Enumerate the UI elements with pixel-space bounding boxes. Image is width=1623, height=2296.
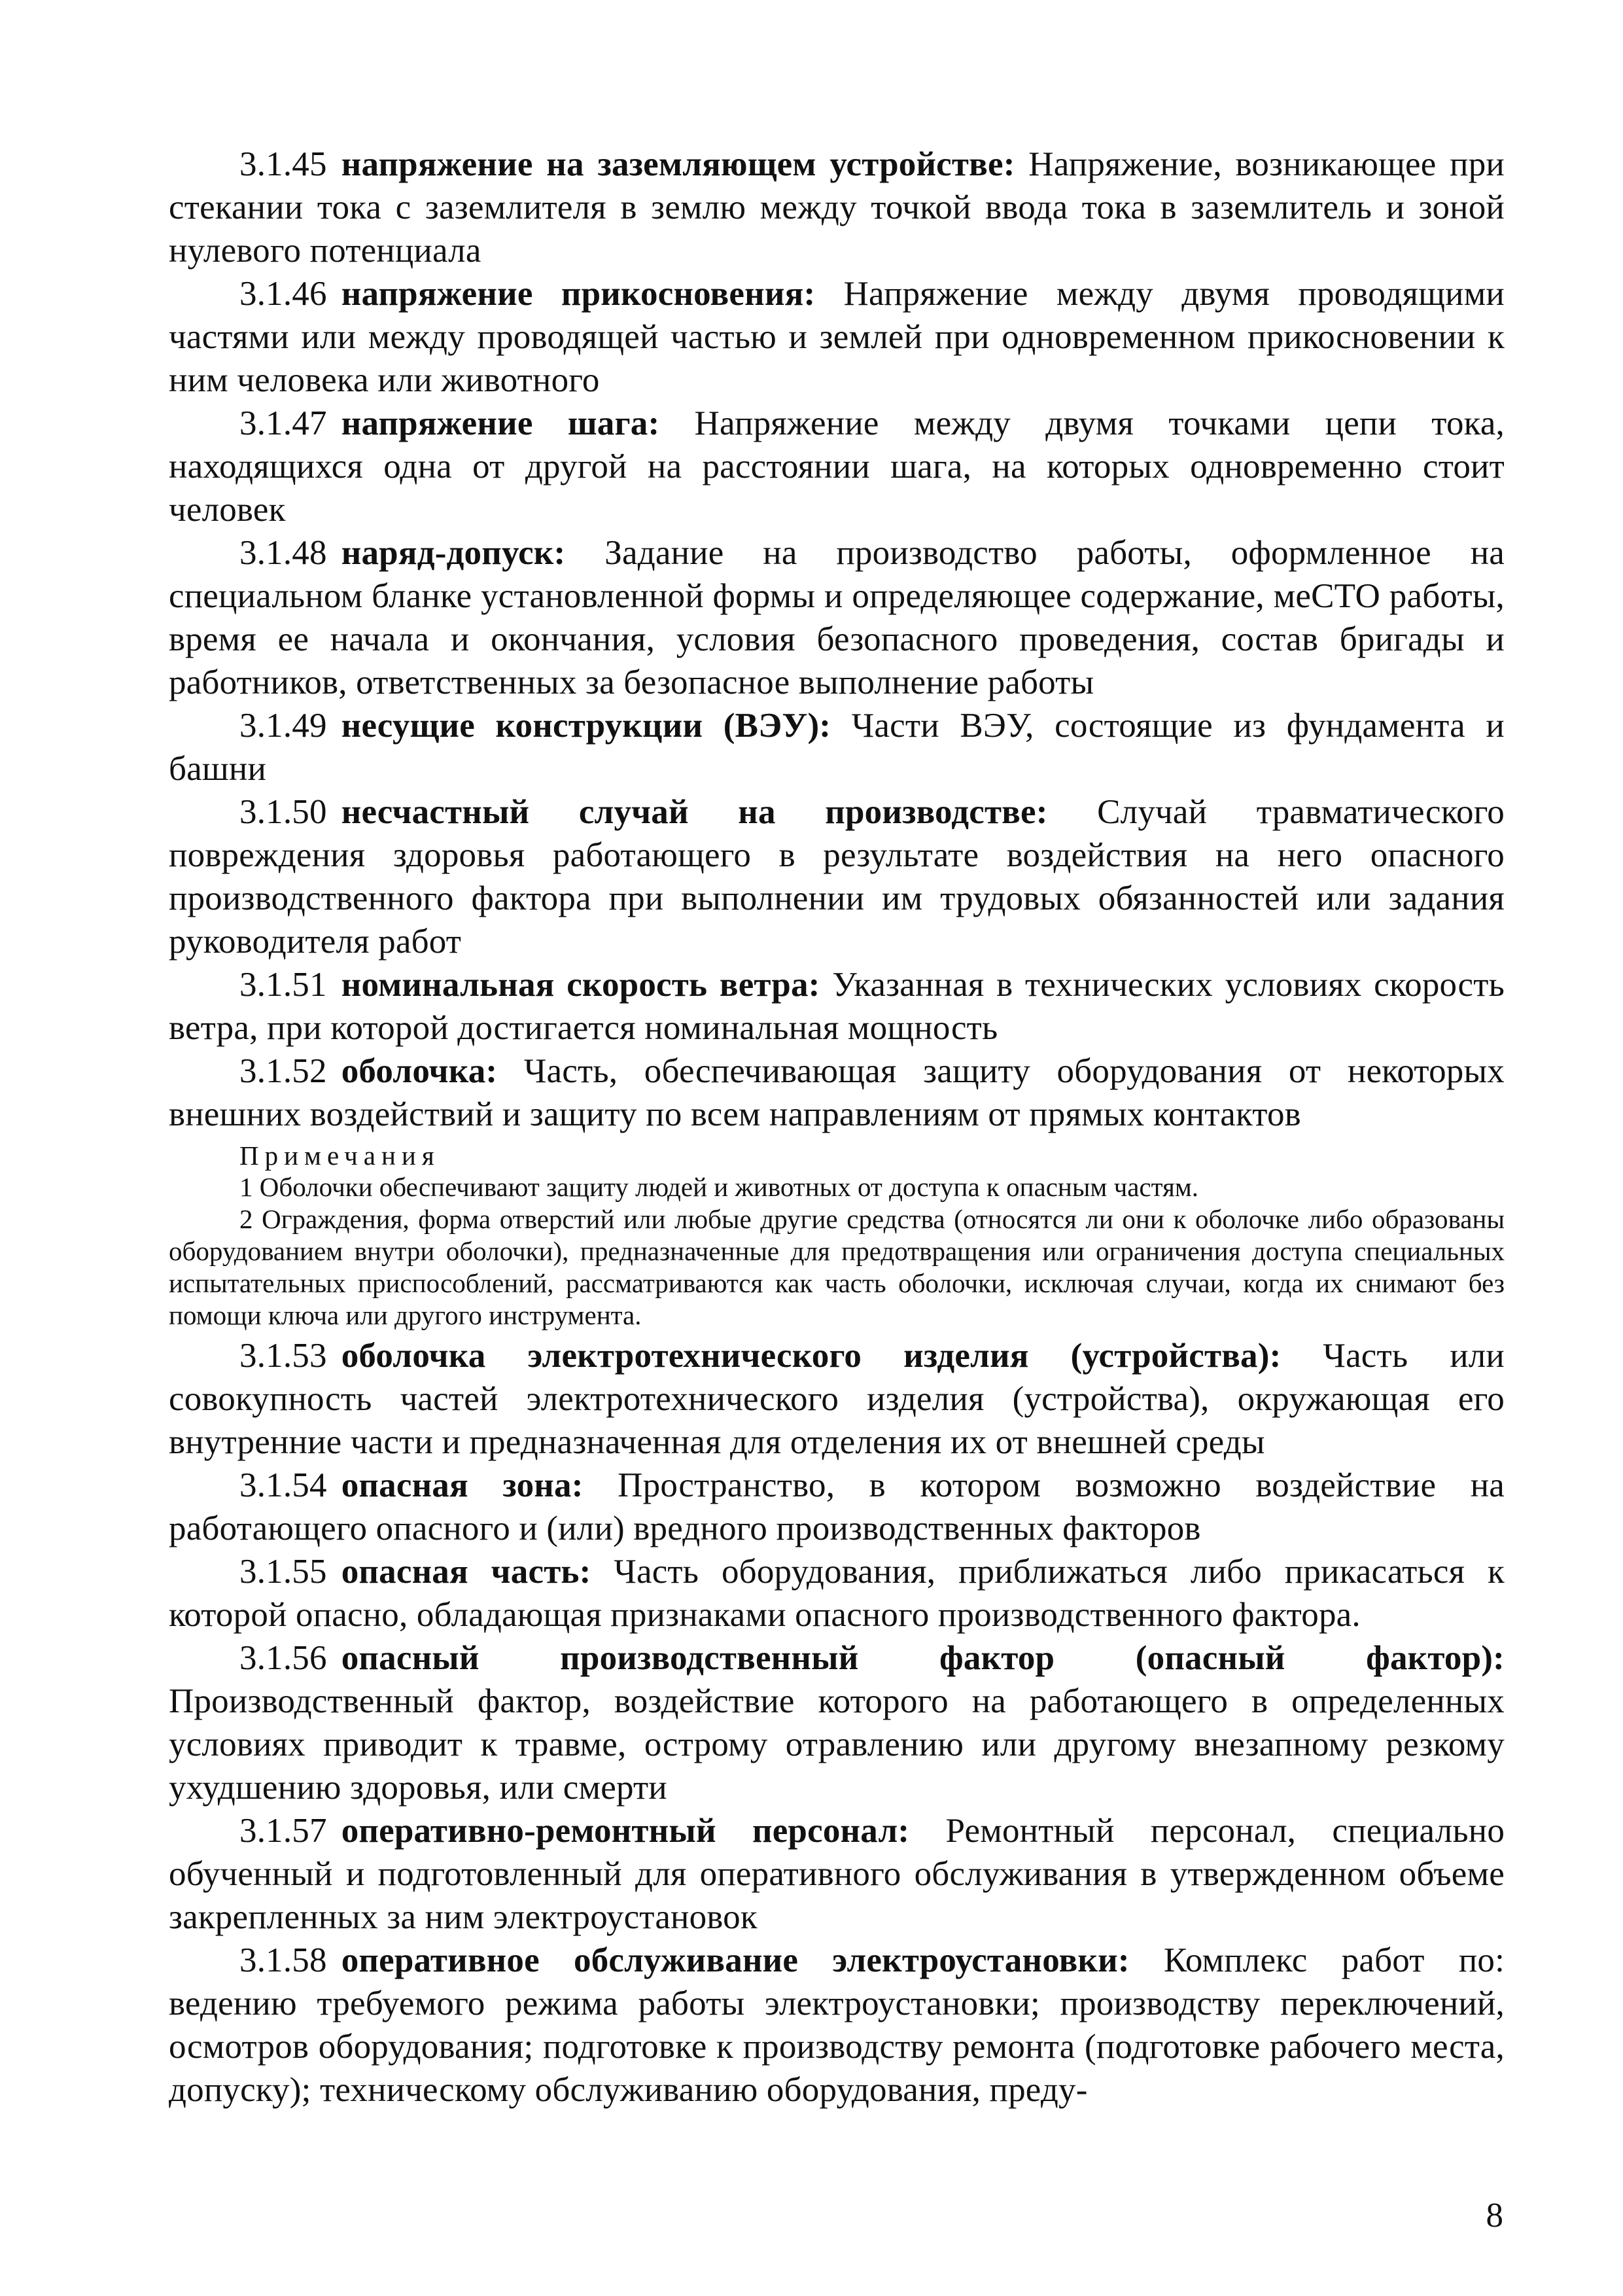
definition-entry-3-1-53 (169, 1334, 1505, 1464)
entry-number: 3.1.52 (239, 1052, 327, 1090)
entry-term: оболочка: (341, 1052, 498, 1090)
entry-term: напряжение шага: (341, 404, 660, 442)
entry-definition: Напряжение между двумя проводящими частями или между проводящей частью и землей при одновременном прикосновении к ним человека или животного (169, 275, 1505, 399)
entry-number: 3.1.58 (239, 1941, 327, 1979)
note-1: 1 Оболочки обеспечивают защиту людей и животных от доступа к опасным частям. (239, 1172, 1199, 1202)
entry-number: 3.1.47 (239, 404, 327, 442)
entry-number: 3.1.56 (239, 1639, 327, 1677)
definition-entry-3-1-51 (169, 963, 1505, 1050)
definition-entry-3-1-52 (169, 1050, 1505, 1136)
entry-number: 3.1.50 (239, 793, 327, 831)
page-number: 8 (1486, 2197, 1503, 2234)
entry-number: 3.1.57 (239, 1812, 327, 1850)
entry-definition: Части ВЭУ, состоящие из фундамента и башни (169, 707, 1505, 788)
entry-definition: Пространство, в котором возможно воздействие на работающего опасного и (или) вредного производственных факторов (169, 1466, 1505, 1547)
entry-definition: Производственный фактор, воздействие которого на работающего в определенных условиях приводит к травме, острому отравлению или другому внезапному резкому ухудшению здоровья, или смерти (169, 1682, 1505, 1807)
entry-term: наряд-допуск: (341, 534, 566, 572)
entry-definition: Ремонтный персонал, специально обученный и подготовленный для оперативного обслуживания в утвержденном объеме закрепленных за ним электроустановок (169, 1812, 1505, 1936)
entry-definition: Напряжение между двумя точками цепи тока, находящихся одна от другой на расстоянии шага, на которых одновременно стоит человек (169, 404, 1505, 529)
entry-term: напряжение прикосновения: (341, 275, 816, 313)
entry-definition: Часть оборудования, приближаться либо прикасаться к которой опасно, обладающая признаками опасного производственного фактора. (169, 1553, 1505, 1634)
entry-term: оперативное обслуживание электроустановки: (341, 1941, 1130, 1979)
page-content (169, 143, 1505, 2111)
entry-definition: Часть или совокупность частей электротехнического изделия (устройства), окружающая его внутренние части и предназначенная для отделения их от внешней среды (169, 1337, 1505, 1461)
definition-entry-3-1-57 (169, 1809, 1505, 1939)
definition-entry-3-1-48 (169, 531, 1505, 704)
entry-term: несчастный случай на производстве: (341, 793, 1048, 831)
entry-term: номинальная скорость ветра: (341, 966, 820, 1004)
entry-definition: Указанная в технических условиях скорость ветра, при которой достигается номинальная мощность (169, 966, 1505, 1047)
definition-entry-3-1-45 (169, 143, 1505, 272)
definition-entry-3-1-47 (169, 402, 1505, 531)
entry-number: 3.1.53 (239, 1337, 327, 1375)
entry-term: оболочка электротехнического изделия (устройства): (341, 1337, 1282, 1375)
entry-number: 3.1.45 (239, 145, 327, 183)
definition-entry-3-1-46 (169, 272, 1505, 402)
entry-term: несущие конструкции (ВЭУ): (341, 707, 831, 745)
definition-entry-3-1-50 (169, 790, 1505, 963)
entry-definition: Напряжение, возникающее при стекании тока с заземлителя в землю между точкой ввода тока в заземлитель и зоной нулевого потенциала (169, 145, 1505, 270)
definition-entry-3-1-49 (169, 704, 1505, 790)
entry-number: 3.1.46 (239, 275, 327, 313)
entry-definition: Комплекс работ по: ведению требуемого режима работы электроустановки; производству переключений, осмотров оборудования; подготовке к производству ремонта (подготовке рабочего места, допуску); техническому обслуживанию оборудования, преду- (169, 1941, 1505, 2109)
entry-number: 3.1.51 (239, 966, 327, 1004)
entry-term: оперативно-ремонтный персонал: (341, 1812, 910, 1850)
notes-block (169, 1140, 1505, 1332)
entry-term: опасная зона: (341, 1466, 584, 1504)
notes-heading: Примечания (239, 1140, 440, 1171)
definition-entry-3-1-58 (169, 1939, 1505, 2111)
entry-definition: Часть, обеспечивающая защиту оборудования от некоторых внешних воздействий и защиту по всем направлениям от прямых контактов (169, 1052, 1505, 1133)
entry-definition: Задание на производство работы, оформленное на специальном бланке установленной формы и определяющее содержание, меСТО работы, время ее начала и окончания, условия безопасного проведения, состав бригады и работников, ответственных за безопасное выполнение работы (169, 534, 1505, 701)
entry-number: 3.1.49 (239, 707, 327, 745)
entry-number: 3.1.48 (239, 534, 327, 572)
entry-definition: Случай травматического повреждения здоровья работающего в результате воздействия на него опасного производственного фактора при выполнении им трудовых обязанностей или задания руководителя работ (169, 793, 1505, 961)
entry-number: 3.1.55 (239, 1553, 327, 1591)
note-2: 2 Ограждения, форма отверстий или любые другие средства (относятся ли они к оболочке либо образованы оборудованием внутри оболочки), предназначенные для предотвращения или ограничения доступа специальных испытательных приспособлений, рассматриваются как часть оболочки, исключая случаи, когда их снимают без помощи ключа или другого инструмента. (169, 1204, 1505, 1330)
entry-term: опасная часть: (341, 1553, 591, 1591)
definition-entry-3-1-56 (169, 1636, 1505, 1809)
definition-entry-3-1-55 (169, 1550, 1505, 1636)
definition-entry-3-1-54 (169, 1464, 1505, 1550)
entry-number: 3.1.54 (239, 1466, 327, 1504)
entry-term: опасный производственный фактор (опасный фактор): (341, 1639, 1505, 1677)
entry-term: напряжение на заземляющем устройстве: (341, 145, 1015, 183)
